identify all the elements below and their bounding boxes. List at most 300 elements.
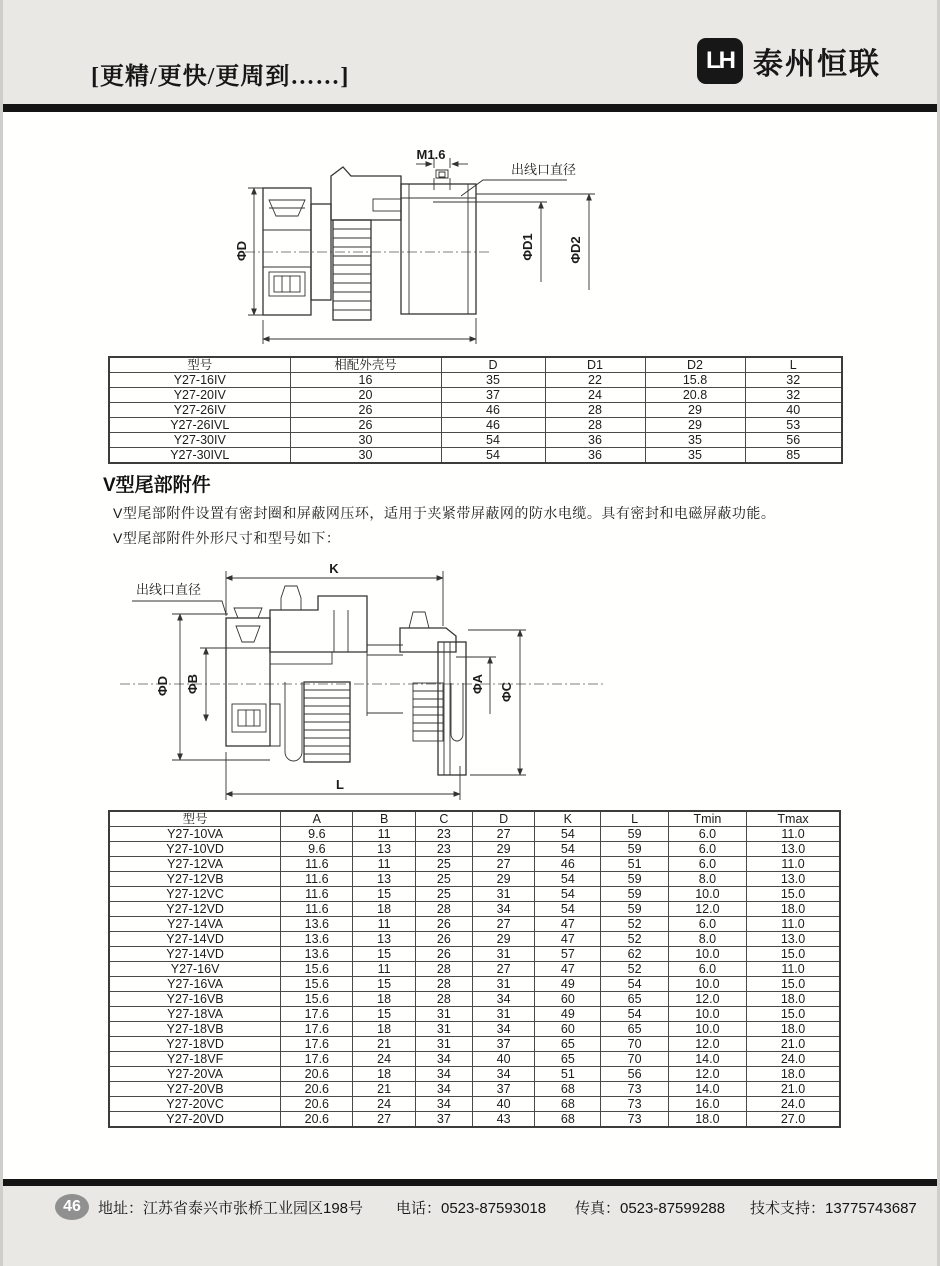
column-header: 相配外壳号 [290, 357, 441, 373]
table-cell: Y27-12VC [109, 887, 281, 902]
column-header: Tmin [668, 811, 746, 827]
flange-outline [226, 618, 270, 746]
table-cell: 37 [441, 388, 545, 403]
table-row [109, 887, 840, 902]
table-cell: 20.6 [281, 1097, 353, 1112]
table-cell: 27 [472, 857, 534, 872]
footer-fax: 传真：0523-87599288 [575, 1200, 726, 1217]
table-cell: 46 [441, 403, 545, 418]
page-footer [3, 1186, 940, 1266]
table-cell: 40 [745, 403, 842, 418]
phiD-label: ΦD [234, 240, 249, 262]
table-cell: 11.6 [281, 872, 353, 887]
table-cell: 51 [601, 857, 668, 872]
column-header: 型号 [109, 811, 281, 827]
divider-bar-bottom [3, 1179, 940, 1186]
table-cell: Y27-16IV [109, 373, 290, 388]
table-cell: 15.6 [281, 977, 353, 992]
table-row [109, 917, 840, 932]
table-cell: 18.0 [747, 992, 840, 1007]
table-cell: 70 [601, 1052, 668, 1067]
table-cell: 54 [441, 448, 545, 464]
table-cell: 12.0 [668, 1067, 746, 1082]
table-cell: 11.0 [747, 857, 840, 872]
table-cell: 26 [415, 917, 472, 932]
table-cell: 6.0 [668, 917, 746, 932]
table-cell: 31 [415, 1022, 472, 1037]
m16-label: M1.6 [416, 150, 446, 162]
table-cell: 65 [535, 1052, 601, 1067]
round-pin-right [451, 683, 463, 741]
table-row [109, 1067, 840, 1082]
table-cell: 21.0 [747, 1082, 840, 1097]
table-cell: 34 [415, 1097, 472, 1112]
table-cell: 29 [472, 932, 534, 947]
section-title: V型尾部附件 [103, 475, 211, 496]
table-cell: 13 [353, 842, 415, 857]
table-row [109, 403, 842, 418]
table-cell: 11.0 [747, 962, 840, 977]
table-cell: 59 [601, 902, 668, 917]
table-cell: 60 [535, 992, 601, 1007]
table-cell: Y27-18VF [109, 1052, 281, 1067]
l-ext [226, 752, 460, 800]
table-cell: 10.0 [668, 977, 746, 992]
table-cell: 70 [601, 1037, 668, 1052]
table-cell: 14.0 [668, 1082, 746, 1097]
table-cell: 68 [535, 1112, 601, 1128]
footer-tech-support: 技术支持：13775743687 [750, 1200, 917, 1217]
table-cell: 47 [535, 962, 601, 977]
table-cell: 13.0 [747, 932, 840, 947]
table-cell: 12.0 [668, 992, 746, 1007]
k-label: K [329, 561, 339, 576]
table-cell: 43 [472, 1112, 534, 1128]
table-cell: Y27-14VD [109, 947, 281, 962]
table-cell: 29 [472, 842, 534, 857]
iv-dimension-table [108, 356, 843, 464]
table-cell: Y27-12VB [109, 872, 281, 887]
table-cell: 18.0 [668, 1112, 746, 1128]
table-cell: 47 [535, 917, 601, 932]
thread-section [333, 220, 371, 320]
right-body [401, 184, 476, 314]
phiC-label: ΦC [499, 681, 514, 703]
table-cell: 17.6 [281, 1022, 353, 1037]
table-cell: Y27-20VB [109, 1082, 281, 1097]
table-cell: 12.0 [668, 1037, 746, 1052]
bayonet-bump [234, 608, 262, 618]
table-cell: 68 [535, 1097, 601, 1112]
table-cell: 28 [545, 403, 645, 418]
table-cell: 65 [601, 1022, 668, 1037]
table-cell: 26 [290, 418, 441, 433]
outlet-leader [132, 601, 226, 614]
table-cell: 46 [535, 857, 601, 872]
length-ext [263, 318, 476, 344]
table-cell: 60 [535, 1022, 601, 1037]
table-row [109, 827, 840, 842]
table-cell: 15.0 [747, 977, 840, 992]
phiD-ext [248, 188, 264, 315]
m16-screw [434, 170, 450, 190]
table-cell: 23 [415, 827, 472, 842]
table-cell: 29 [645, 403, 745, 418]
table-cell: 24.0 [747, 1097, 840, 1112]
table-cell: 18 [353, 1022, 415, 1037]
thread-rungs [333, 229, 371, 310]
table-cell: 11.0 [747, 917, 840, 932]
column-header: K [535, 811, 601, 827]
table-cell: 12.0 [668, 902, 746, 917]
column-header: D [441, 357, 545, 373]
table-cell: 16.0 [668, 1097, 746, 1112]
table-cell: 29 [645, 418, 745, 433]
table-cell: 21 [353, 1082, 415, 1097]
table-cell: 34 [472, 902, 534, 917]
table-cell: 56 [745, 433, 842, 448]
table-cell: 27 [472, 917, 534, 932]
table-cell: 10.0 [668, 1022, 746, 1037]
table-cell: 54 [535, 887, 601, 902]
table-cell: 6.0 [668, 857, 746, 872]
table-cell: 13 [353, 872, 415, 887]
table-row [109, 992, 840, 1007]
table-cell: 13.6 [281, 917, 353, 932]
table-row [109, 1082, 840, 1097]
table-cell: 32 [745, 373, 842, 388]
table-cell: Y27-18VB [109, 1022, 281, 1037]
table-cell: 73 [601, 1082, 668, 1097]
table-cell: 34 [472, 1022, 534, 1037]
hatched-body [270, 596, 367, 652]
table-row [109, 902, 840, 917]
table-cell: 15.6 [281, 962, 353, 977]
right-body-lines [401, 184, 476, 314]
clamp-inner [238, 710, 260, 726]
table-row [109, 977, 840, 992]
table-cell: 20.6 [281, 1112, 353, 1128]
table-cell: 31 [472, 947, 534, 962]
table-cell: 15.0 [747, 947, 840, 962]
table-cell: 14.0 [668, 1052, 746, 1067]
company-logo [697, 38, 881, 84]
figure-v-tail-drawing [108, 556, 628, 806]
table-cell: 17.6 [281, 1037, 353, 1052]
bayonet-pin [269, 200, 305, 216]
table-cell: 51 [535, 1067, 601, 1082]
table-cell: 27 [472, 962, 534, 977]
table-cell: Y27-10VA [109, 827, 281, 842]
table-cell: 27 [472, 827, 534, 842]
table-cell: 36 [545, 433, 645, 448]
table-cell: 8.0 [668, 872, 746, 887]
table-row [109, 842, 840, 857]
table-cell: 54 [535, 902, 601, 917]
table-cell: 21.0 [747, 1037, 840, 1052]
table-cell: Y27-14VD [109, 932, 281, 947]
table-cell: 28 [415, 992, 472, 1007]
table-cell: 26 [290, 403, 441, 418]
table-cell: 31 [415, 1007, 472, 1022]
table-cell: 36 [545, 448, 645, 464]
seal-strip [270, 652, 332, 664]
table-cell: 13.6 [281, 947, 353, 962]
table-cell: 54 [535, 842, 601, 857]
table-cell: 27.0 [747, 1112, 840, 1128]
table-row [109, 388, 842, 403]
table-cell: 11 [353, 857, 415, 872]
phiD1-label: ΦD1 [520, 233, 535, 261]
table-cell: 52 [601, 932, 668, 947]
table-cell: 49 [535, 977, 601, 992]
table-cell: Y27-26IVL [109, 418, 290, 433]
table-cell: 11.6 [281, 902, 353, 917]
table-cell: 10.0 [668, 1007, 746, 1022]
table-row [109, 433, 842, 448]
table-cell: 35 [441, 373, 545, 388]
table-cell: 52 [601, 917, 668, 932]
table-cell: 22 [545, 373, 645, 388]
table-cell: 11 [353, 917, 415, 932]
column-header: A [281, 811, 353, 827]
table-cell: 34 [415, 1067, 472, 1082]
table-cell: 27 [353, 1112, 415, 1128]
table-cell: 20 [290, 388, 441, 403]
table-cell: 40 [472, 1097, 534, 1112]
table-row [109, 373, 842, 388]
table-cell: Y27-12VD [109, 902, 281, 917]
column-header: B [353, 811, 415, 827]
figure-iv-tail-drawing [233, 150, 653, 350]
table-cell: Y27-20VD [109, 1112, 281, 1128]
rib-rungs [304, 690, 350, 754]
table-cell: 11.6 [281, 857, 353, 872]
table-cell: 15 [353, 977, 415, 992]
phiD2-label: ΦD2 [568, 236, 583, 264]
table-cell: Y27-16V [109, 962, 281, 977]
section-paragraph-2: V型尾部附件外形尺寸和型号如下： [113, 530, 341, 546]
table-cell: 10.0 [668, 887, 746, 902]
clamp-inner [274, 276, 300, 292]
section-paragraph-1: V型尾部附件设置有密封圈和屏蔽网压环，适用于夹紧带屏蔽网的防水电缆。具有密封和电磁屏蔽功能。 [113, 505, 776, 521]
table-cell: 68 [535, 1082, 601, 1097]
table-header-row [109, 811, 840, 827]
table-cell: 62 [601, 947, 668, 962]
table-cell: 20.6 [281, 1082, 353, 1097]
table-cell: 11 [353, 962, 415, 977]
table-cell: 35 [645, 433, 745, 448]
outlet-label: 出线口直径 [511, 162, 577, 177]
table-cell: 32 [745, 388, 842, 403]
table-row [109, 872, 840, 887]
table-cell: 15.8 [645, 373, 745, 388]
page-number-badge: 46 [55, 1194, 89, 1220]
table-row [109, 1052, 840, 1067]
table-cell: 73 [601, 1112, 668, 1128]
table-cell: 9.6 [281, 842, 353, 857]
table-cell: 37 [472, 1037, 534, 1052]
end-cap-lines [444, 642, 450, 775]
table-cell: 13.0 [747, 842, 840, 857]
table-cell: 15 [353, 887, 415, 902]
table-cell: 28 [415, 962, 472, 977]
table-cell: 28 [415, 977, 472, 992]
table-row [109, 1097, 840, 1112]
table-cell: 59 [601, 872, 668, 887]
table-cell: Y27-30IVL [109, 448, 290, 464]
table-cell: 54 [535, 827, 601, 842]
table-cell: 15.0 [747, 1007, 840, 1022]
phiA-label: ΦA [470, 673, 485, 695]
table-cell: 6.0 [668, 962, 746, 977]
table-cell: 8.0 [668, 932, 746, 947]
table-cell: 53 [745, 418, 842, 433]
table-cell: 15 [353, 947, 415, 962]
table-cell: 47 [535, 932, 601, 947]
table-cell: 18 [353, 1067, 415, 1082]
table-cell: Y27-16VA [109, 977, 281, 992]
outlet-label: 出线口直径 [136, 582, 202, 597]
table-row [109, 1112, 840, 1128]
table-cell: 29 [472, 872, 534, 887]
table-cell: Y27-20IV [109, 388, 290, 403]
table-row [109, 962, 840, 977]
table-cell: 17.6 [281, 1007, 353, 1022]
table-cell: Y27-26IV [109, 403, 290, 418]
table-row [109, 1022, 840, 1037]
table-cell: 34 [472, 992, 534, 1007]
table-cell: 54 [601, 977, 668, 992]
table-cell: 35 [645, 448, 745, 464]
tube [367, 645, 403, 716]
table-cell: 11 [353, 827, 415, 842]
table-cell: 18 [353, 902, 415, 917]
table-cell: 34 [415, 1082, 472, 1097]
table-cell: 24.0 [747, 1052, 840, 1067]
table-row [109, 448, 842, 464]
column-header: D2 [645, 357, 745, 373]
table-cell: 31 [472, 977, 534, 992]
table-cell: 59 [601, 827, 668, 842]
table-cell: 10.0 [668, 947, 746, 962]
table-cell: 54 [441, 433, 545, 448]
phiC-ext [468, 630, 526, 775]
table-cell: 28 [545, 418, 645, 433]
table-cell: 30 [290, 433, 441, 448]
table-cell: 11.6 [281, 887, 353, 902]
table-cell: Y27-18VA [109, 1007, 281, 1022]
table-cell: 18.0 [747, 902, 840, 917]
table-cell: 26 [415, 932, 472, 947]
table-cell: 21 [353, 1037, 415, 1052]
table-cell: 18.0 [747, 1067, 840, 1082]
table-header-row [109, 357, 842, 373]
table-cell: 15 [353, 1007, 415, 1022]
table-cell: 25 [415, 887, 472, 902]
table-cell: 56 [601, 1067, 668, 1082]
footer-phone: 电话：0523-87593018 [396, 1200, 547, 1217]
table-cell: 59 [601, 842, 668, 857]
table-cell: 25 [415, 872, 472, 887]
table-cell: 59 [601, 887, 668, 902]
table-cell: 34 [472, 1067, 534, 1082]
phiB-label: ΦB [185, 673, 200, 695]
table-cell: 24 [353, 1097, 415, 1112]
table-cell: 34 [415, 1052, 472, 1067]
seal-stalk [281, 586, 301, 610]
bayonet-pin [226, 626, 270, 648]
table-cell: 28 [415, 902, 472, 917]
table-cell: 31 [472, 887, 534, 902]
table-cell: 18.0 [747, 1022, 840, 1037]
hatched-body [331, 167, 401, 220]
table-cell: 31 [472, 1007, 534, 1022]
divider-bar-top [3, 104, 940, 112]
table-cell: 20.6 [281, 1067, 353, 1082]
table-row [109, 1037, 840, 1052]
table-cell: 30 [290, 448, 441, 464]
table-cell: Y27-14VA [109, 917, 281, 932]
logo-lh-icon [697, 38, 743, 84]
table-cell: 11.0 [747, 827, 840, 842]
table-cell: 9.6 [281, 827, 353, 842]
table-cell: 15.0 [747, 887, 840, 902]
table-cell: Y27-10VD [109, 842, 281, 857]
table-cell: 57 [535, 947, 601, 962]
table-cell: Y27-20VA [109, 1067, 281, 1082]
column-header: C [415, 811, 472, 827]
column-header: L [745, 357, 842, 373]
column-header: L [601, 811, 668, 827]
table-cell: 52 [601, 962, 668, 977]
table-cell: Y27-16VB [109, 992, 281, 1007]
table-cell: 40 [472, 1052, 534, 1067]
table-cell: 54 [601, 1007, 668, 1022]
column-header: 型号 [109, 357, 290, 373]
gland-seal [409, 612, 429, 628]
table-cell: Y27-20VC [109, 1097, 281, 1112]
table-row [109, 932, 840, 947]
footer-address: 地址：江苏省泰兴市张桥工业园区198号 [98, 1200, 364, 1217]
table-cell: 49 [535, 1007, 601, 1022]
table-cell: 26 [415, 947, 472, 962]
table-cell: 13 [353, 932, 415, 947]
header-tagline: [更精/更快/更周到……] [91, 64, 350, 90]
table-cell: 13.6 [281, 932, 353, 947]
table-cell: 65 [535, 1037, 601, 1052]
table-cell: 24 [545, 388, 645, 403]
table-cell: 17.6 [281, 1052, 353, 1067]
end-cap [438, 642, 466, 775]
v-dimension-table [108, 810, 841, 1128]
table-cell: 85 [745, 448, 842, 464]
table-row [109, 1007, 840, 1022]
table-cell: 54 [535, 872, 601, 887]
l-label: L [336, 777, 344, 792]
table-cell: 6.0 [668, 842, 746, 857]
brand-name: 泰州恒联 [753, 48, 881, 81]
round-pin [285, 682, 302, 761]
table-cell: 6.0 [668, 827, 746, 842]
table-cell: 31 [415, 1037, 472, 1052]
table-row [109, 947, 840, 962]
page-header [3, 0, 940, 104]
body-lines [334, 610, 348, 652]
table-cell: 37 [415, 1112, 472, 1128]
table-cell: 65 [601, 992, 668, 1007]
table-cell: 23 [415, 842, 472, 857]
